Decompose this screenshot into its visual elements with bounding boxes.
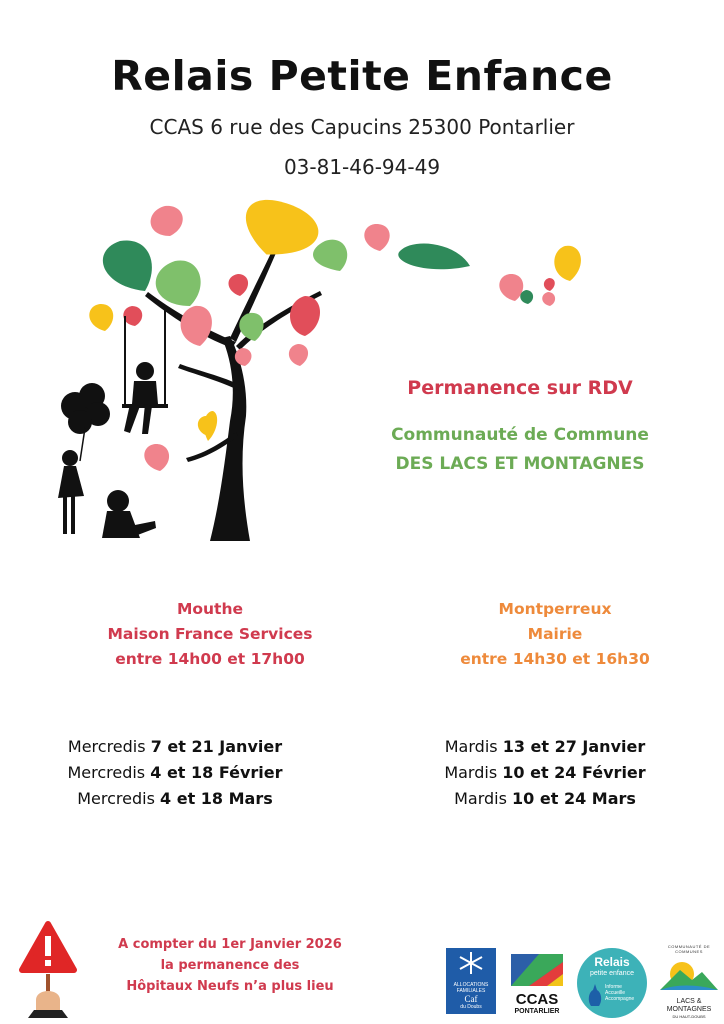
date-day: Mercredis — [77, 789, 155, 808]
date-values: 7 et 21 Janvier — [150, 737, 283, 756]
notice-text — [80, 934, 380, 997]
lacs-montagnes-logo: COMMUNAUTÉ DE COMMUNES LACS & MONTAGNES DU HAUT-DOUBS — [656, 944, 722, 1024]
mouthe-dates — [0, 734, 350, 812]
girl-with-balloons-silhouette — [58, 383, 110, 534]
phone-number: 03-81-46-94-49 — [283, 155, 441, 179]
date-values: 13 et 27 Janvier — [502, 737, 646, 756]
montperreux-place: Mairie — [527, 625, 583, 643]
date-day: Mercredis — [67, 737, 146, 756]
date-values: 4 et 18 Mars — [160, 789, 273, 808]
ccas-emblem-icon — [509, 952, 565, 988]
date-values: 10 et 24 Mars — [512, 789, 636, 808]
notice-line-1: A compter du 1er Janvier 2026 — [118, 937, 342, 952]
snowflake-icon — [446, 948, 496, 978]
date-row — [0, 786, 350, 812]
ccas-logo: CCAS PONTARLIER — [509, 952, 565, 1014]
community-line-1: Communauté de Commune — [391, 425, 649, 445]
sitting-child-silhouette — [102, 490, 156, 538]
date-values: 4 et 18 Février — [150, 763, 283, 782]
date-day: Mardis — [454, 789, 507, 808]
tree-illustration — [50, 196, 610, 541]
montperreux-hours: entre 14h30 et 16h30 — [460, 650, 650, 668]
date-day: Mardis — [444, 737, 498, 756]
mouthe-town: Mouthe — [176, 600, 244, 618]
address: CCAS 6 rue des Capucins 25300 Pontarlier — [149, 115, 575, 139]
relais-petite-enfance-logo: Relais petite enfance Informe Accueille Accompagne — [577, 948, 647, 1018]
date-row — [0, 734, 350, 760]
date-day: Mercredis — [67, 763, 146, 782]
montperreux-dates — [375, 734, 715, 812]
caf-logo: ALLOCATIONS FAMILIALES Caf du Doubs — [446, 948, 496, 1014]
warning-sign-icon — [18, 918, 78, 1018]
mouthe-hours: entre 14h00 et 17h00 — [115, 650, 305, 668]
date-row — [375, 786, 715, 812]
date-day: Mardis — [444, 763, 498, 782]
hand-icon — [587, 982, 603, 1006]
notice-line-3: Hôpitaux Neufs n’a plus lieu — [126, 979, 334, 994]
montperreux-location — [400, 597, 710, 672]
mouthe-location — [60, 597, 360, 672]
date-row — [375, 734, 715, 760]
community-line-2: DES LACS ET MONTAGNES — [395, 454, 645, 474]
montperreux-town: Montperreux — [498, 600, 612, 618]
page-title: Relais Petite Enfance — [111, 52, 613, 100]
mountain-icon — [656, 954, 722, 994]
permanence-heading: Permanence sur RDV — [407, 377, 633, 399]
date-values: 10 et 24 Février — [502, 763, 646, 782]
notice-line-2: la permanence des — [160, 958, 300, 973]
mouthe-place: Maison France Services — [107, 625, 313, 643]
swing-child-silhouette — [122, 308, 168, 434]
date-row — [375, 760, 715, 786]
date-row — [0, 760, 350, 786]
